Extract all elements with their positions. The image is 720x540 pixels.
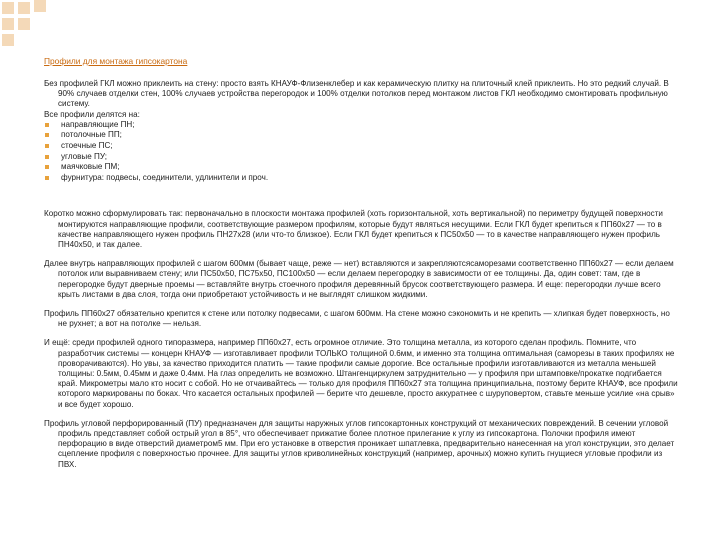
square-bullet-icon bbox=[45, 155, 49, 159]
paragraph-installation: Далее внутрь направляющих профилей с шагом 600мм (бывает чаще, реже — нет) вставляются и закрепляютсясаморезами соответственно ПП60х27 — если делаем потолок или выравниваем стену; или ПС50х50, ПС75х50, ПС100х50 — если делаем перегородку в зависимости от ее толщины. Да, один совет: там, где в перегородке будут дверные проемы — вставляйте внутрь стоечного профиля деревянный брусок соответствующего размера. И еще: перегородки лучше всего крыть листами в два слоя, тогда они приобретают устойчивость и не выглядят слишком жидкими. bbox=[44, 259, 674, 299]
document-body bbox=[44, 56, 680, 470]
list-item: потолочные ПП; bbox=[44, 130, 680, 141]
square-bullet-icon bbox=[45, 165, 49, 169]
list-item: фурнитура: подвесы, соединители, удлинители и проч. bbox=[44, 173, 680, 184]
paragraph-metal-thickness: И ещё: среди профилей одного типоразмера, например ПП60х27, есть огромное отличие. Это толщина металла, из которого сделан профиль. Помните, что разработчик системы — концерн КНАУФ — изготавливает профили ТОЛЬКО толщиной 0.6мм, и именно эта толщина оптимальная (саморезы в таких профилях не проворачиваются). Но увы, за качество приходится платить — такие профили самые дорогие. Все остальные профили изготавливаются из металла меньшей толщины: 0.5мм, 0.45мм и даже 0.4мм. На глаз определить не возможно. Штангенциркулем затруднительно — у профиля при штамповке/прокатке подгибается край. Микрометры мало кто носит с собой. Но не отчаивайтесь — только для профиля ПП60х27 эта толщина принципиальна, поэтому берите КНАУФ, все профили которого маркированы по боках. Что касается остальных профилей — берите что дешевле, просто аккуратнее с шуруповертом, ставьте меньше усилие «на срыв» и все будет хорошо. bbox=[44, 338, 678, 409]
square-bullet-icon bbox=[45, 123, 49, 127]
square-bullet-icon bbox=[45, 176, 49, 180]
intro-paragraph: Без профилей ГКЛ можно приклеить на стену: просто взять КНАУФ-Флизенклебер и как керамическую плитку на плиточный клей приклеить. Но это редкий случай. В 90% случаев отделки стен, 100% случаев устройства перегородок и 100% отделки потолков перед монтажом листов ГКЛ необходимо смонтировать профильную систему. bbox=[44, 79, 669, 109]
profile-types-list bbox=[44, 120, 680, 184]
paragraph-suspension: Профиль ПП60х27 обязательно крепится к стене или потолку подвесами, с шагом 600мм. На стене можно сэкономить и не крепить — хлипкая будет поверхность, но не рухнет; а вот на потолке — нельзя. bbox=[44, 309, 670, 329]
square-bullet-icon bbox=[45, 133, 49, 137]
paragraph-summary: Коротко можно сформулировать так: первоначально в плоскости монтажа профилей (хоть горизонтальной, хоть вертикальной) по периметру будущей поверхности монтируются направляющие профили, соответствующие размером профилям, которые будут являться несущими. Если ГКЛ будет крепиться к ПП60х27 — то в качестве направляющего нужен профиль ПН27х28 (или что-то близкое). Если ГКЛ будет крепиться к ПС50х50 — то в качестве направляющего нужен профиль ПН40х50, и так далее. bbox=[44, 209, 663, 249]
paragraph-corner-profile: Профиль угловой перфорированный (ПУ) предназначен для защиты наружных углов гипсокартонных конструкций от механических повреждений. В сечении угловой профиль представляет собой острый угол в 85°, что обеспечивает прижатие более плотное прилегание к углу из гипсокартона. Полочки профиля имеют перфорацию в виде отверстий диаметром5 мм. При его установке в отверстия проникает шпатлевка, предварительно нанесенная на угол конструкции, это делает сцепление профиля с поверхностью прочнее. Для защиты углов криволинейных конструкций (например, арочных) можно купить гнущиеся угловые профили из ПВХ. bbox=[44, 418, 675, 469]
intro-list-lead: Все профили делятся на: bbox=[44, 109, 140, 119]
list-item: стоечные ПС; bbox=[44, 141, 680, 152]
corner-decoration bbox=[0, 0, 60, 50]
list-item: направляющие ПН; bbox=[44, 120, 680, 131]
square-bullet-icon bbox=[45, 144, 49, 148]
page-title[interactable]: Профили для монтажа гипсокартона bbox=[44, 56, 188, 66]
list-item: маячковые ПМ; bbox=[44, 162, 680, 173]
list-item: угловые ПУ; bbox=[44, 152, 680, 163]
